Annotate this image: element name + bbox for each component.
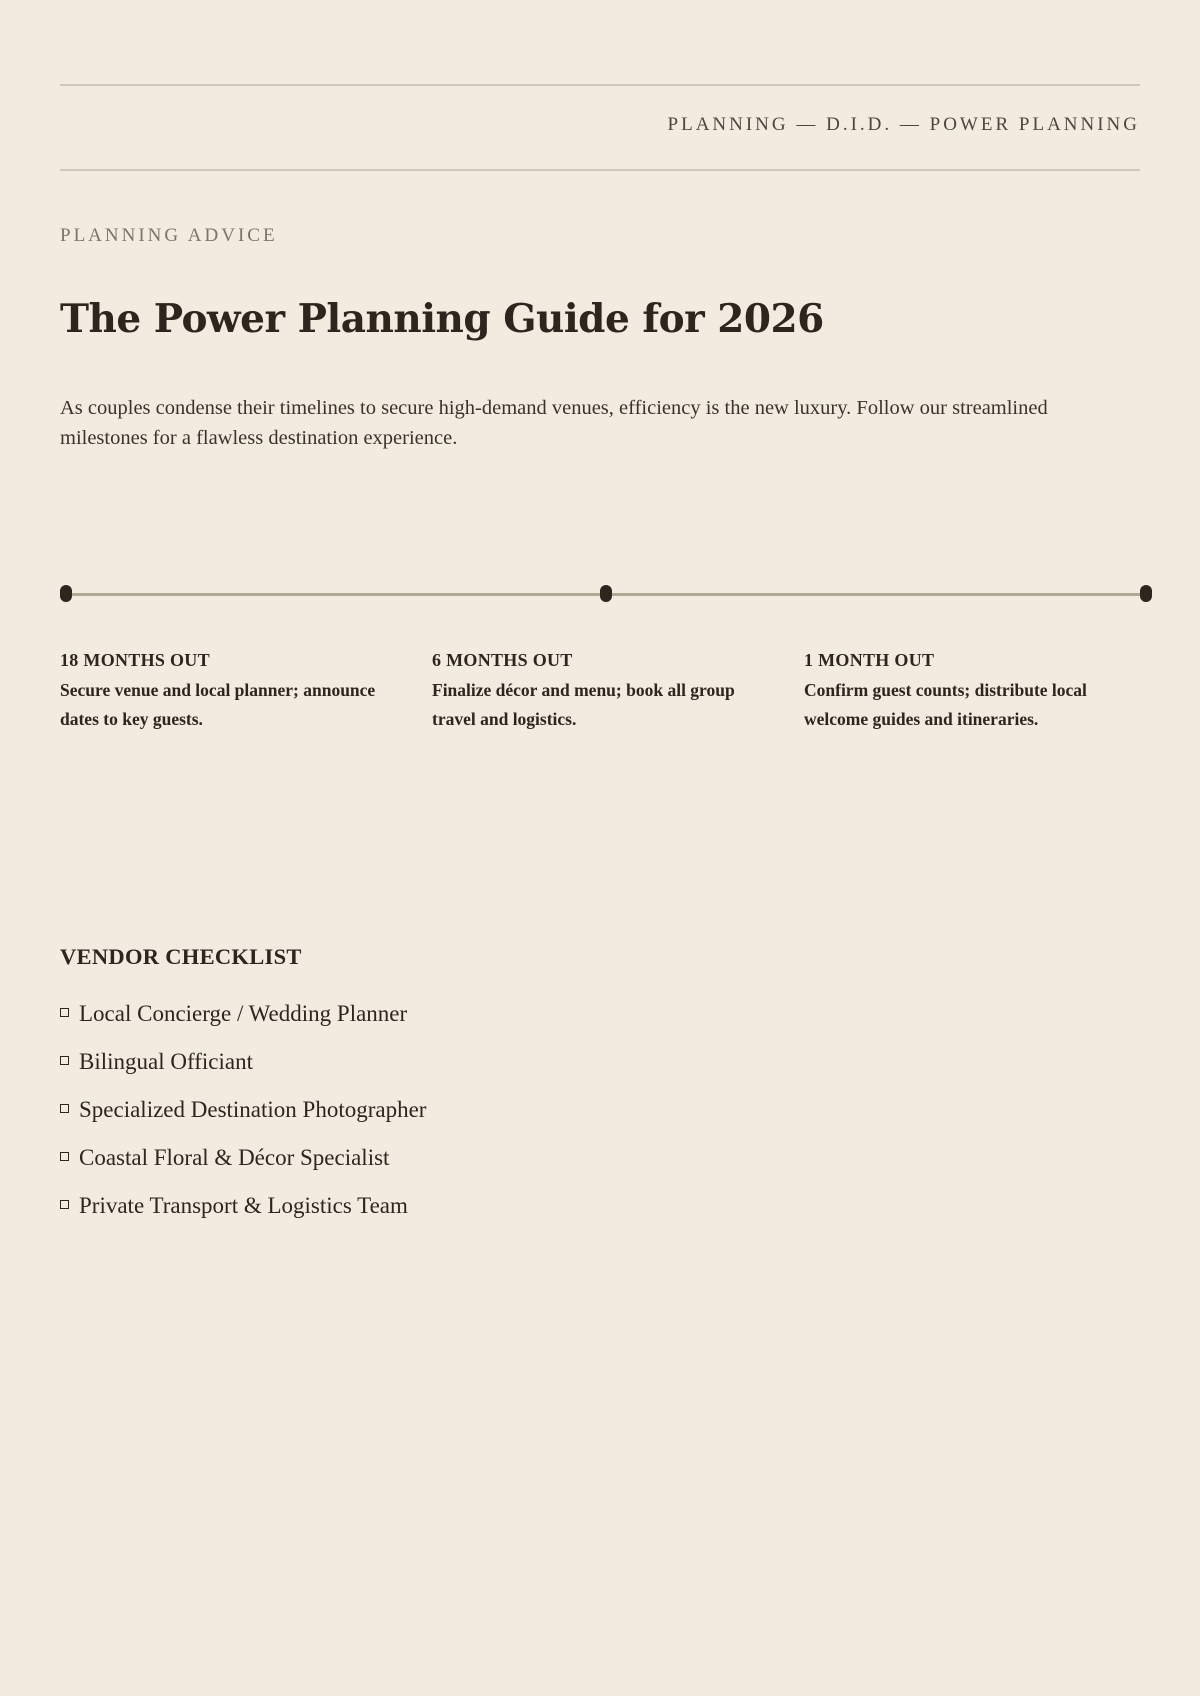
- checklist-item-floral: [60, 1134, 426, 1182]
- milestone-18-months: [60, 648, 400, 734]
- checkbox-icon[interactable]: [60, 1200, 69, 1209]
- checklist-item-label: Specialized Destination Photographer: [79, 1097, 427, 1122]
- checkbox-icon[interactable]: [60, 1152, 69, 1161]
- checklist-item-photographer: [60, 1086, 426, 1134]
- milestone-text: Secure venue and local planner; announce dates to key guests.: [60, 680, 376, 729]
- checkbox-icon[interactable]: [60, 1104, 69, 1113]
- checkbox-icon[interactable]: [60, 1008, 69, 1017]
- milestone-6-months: [432, 648, 772, 734]
- checklist-item-transport: [60, 1182, 426, 1230]
- milestone-label: 1 MONTH OUT: [804, 650, 935, 670]
- timeline-dot-1-month: [1140, 585, 1152, 602]
- checklist-item-label: Local Concierge / Wedding Planner: [79, 1001, 408, 1026]
- page-title: The Power Planning Guide for 2026: [60, 296, 824, 342]
- checklist-item-officiant: [60, 1038, 426, 1086]
- vendor-checklist: [60, 990, 426, 1230]
- timeline-dot-6-months: [600, 585, 612, 602]
- header-bottom-rule: [60, 169, 1140, 171]
- milestone-1-month: [804, 648, 1144, 734]
- milestone-text: Confirm guest counts; distribute local welcome guides and itineraries.: [804, 680, 1087, 729]
- milestone-text: Finalize décor and menu; book all group travel and logistics.: [432, 680, 735, 729]
- checkbox-icon[interactable]: [60, 1056, 69, 1065]
- timeline-dot-18-months: [60, 585, 72, 602]
- checklist-item-label: Private Transport & Logistics Team: [79, 1193, 408, 1218]
- header-top-rule: [60, 84, 1140, 86]
- checklist-item-label: Bilingual Officiant: [79, 1049, 253, 1074]
- article-category: PLANNING ADVICE: [60, 225, 278, 246]
- milestone-label: 6 MONTHS OUT: [432, 650, 573, 670]
- breadcrumb: PLANNING — D.I.D. — POWER PLANNING: [667, 114, 1140, 135]
- checklist-item-local-concierge: [60, 990, 426, 1038]
- article-intro: As couples condense their timelines to secure high-demand venues, efficiency is the new luxury. Follow our streamlined milestones for a flawless destination experience.: [60, 397, 1048, 449]
- vendor-checklist-title: VENDOR CHECKLIST: [60, 944, 302, 969]
- milestone-label: 18 MONTHS OUT: [60, 650, 210, 670]
- checklist-item-label: Coastal Floral & Décor Specialist: [79, 1145, 390, 1170]
